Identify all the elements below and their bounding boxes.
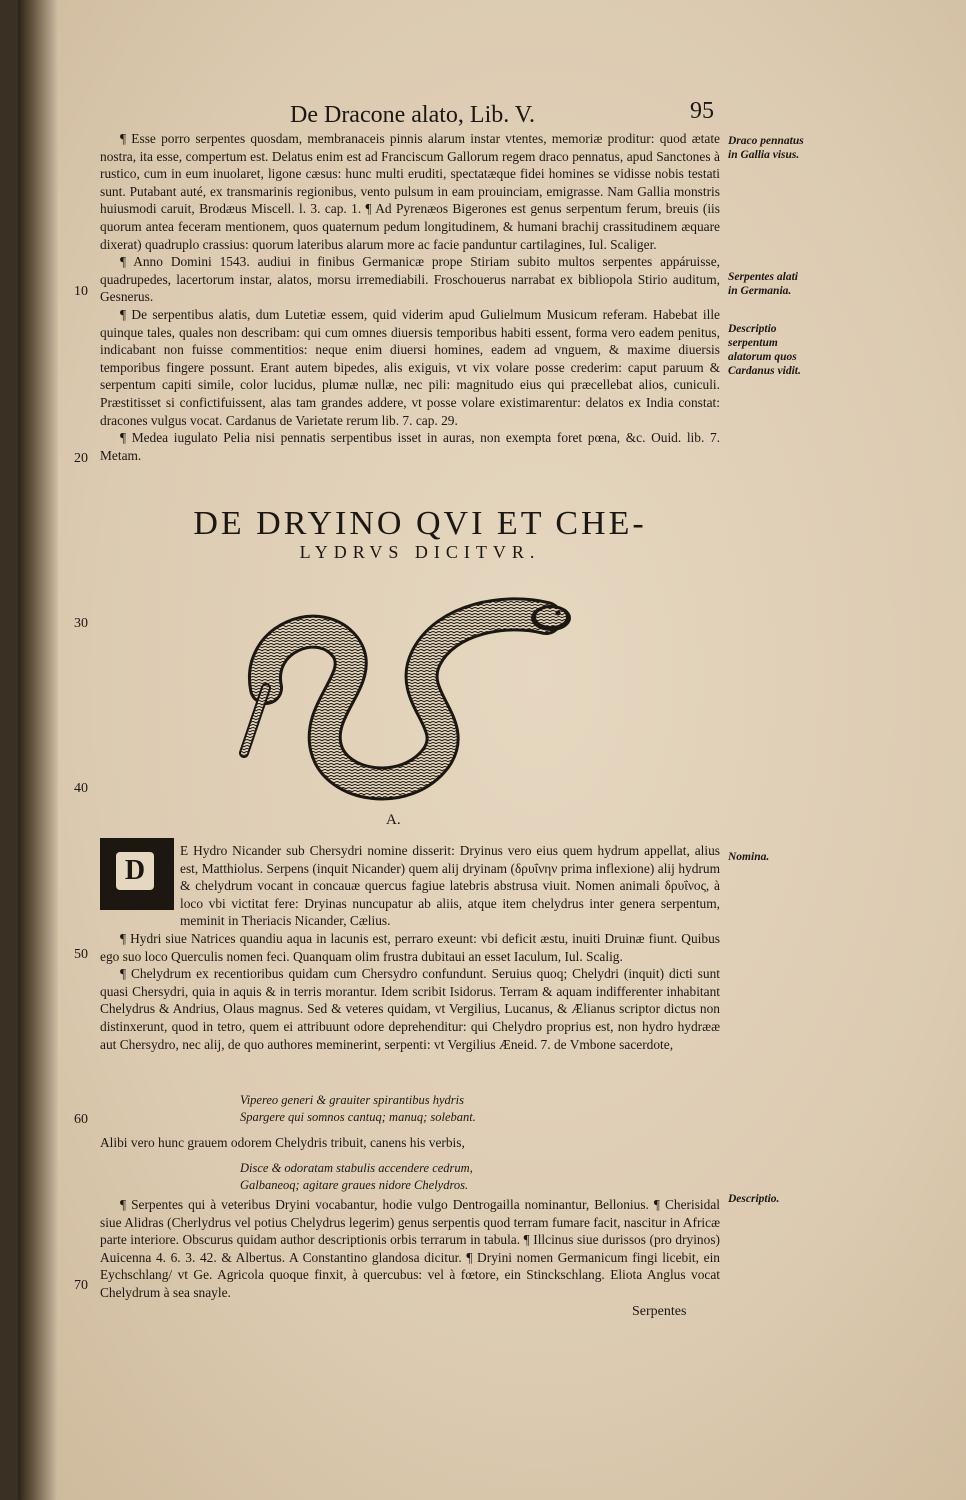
margin-note-descriptio-cardanus: Descriptio serpentum alatorum quos Cardanus vidit. — [728, 323, 801, 377]
line-number: 60 — [74, 1112, 88, 1127]
verse-line: Galbaneoq; agitare graues nidore Chelydros. — [240, 1178, 469, 1192]
paragraph-nomina-varia — [100, 1196, 720, 1302]
page-gutter — [18, 0, 58, 1500]
decorated-initial — [100, 838, 174, 910]
verse-quotation-aeneid — [240, 1092, 476, 1126]
paragraph: Alibi vero hunc grauem odorem Chelydris tribuit, canens his verbis, — [100, 1135, 465, 1150]
line-number: 50 — [74, 947, 88, 962]
verse-line: Disce & odoratam stabulis accendere cedrum, — [240, 1161, 473, 1175]
folio-number: 95 — [690, 98, 714, 124]
paragraph: ¶ Medea iugulato Pelia nisi pennatis serpentibus isset in auras, non exempta foret pœna, &c. Ouid. lib. 7. Metam. — [100, 430, 720, 463]
margin-note-germania: Serpentes alati in Germania. — [728, 271, 798, 297]
paragraph: ¶ Hydri siue Natrices quandiu aqua in lacunis est, perraro exeunt: vbi deficit æstu, inuiti Druinæ fiunt. Quibus ego suo loco Querculis nomen feci. Quanquam olim frustra dubitaui an esset Iaculum, Iul. Scalig. — [100, 931, 720, 964]
verse-line: Vipereo generi & grauiter spirantibus hydris — [240, 1093, 464, 1107]
chapter-title-line2: LYDRVS DICITVR. — [299, 542, 541, 562]
paragraph-alibi — [100, 1134, 720, 1152]
running-title: De Dracone alato, Lib. V. — [290, 102, 536, 128]
chapter-title-line1: DE DRYINO QVI ET CHE- — [193, 505, 647, 542]
dryinus-first-paragraph — [180, 842, 720, 930]
paragraph: ¶ De serpentibus alatis, dum Lutetiæ essem, quid viderim apud Gulielmum Musicum referam. Habebat ille quinque tales, quales non describam: qui cum omnes diuersis temporibus habiti essent, forma vero eadem penitus, indicabant non fuisse commentitios: neque enim diuersi homines, eadem ad vnguem, & maxime diuersis temporibus fingere possunt. Erant autem bipedes, alis exiguis, vt vix volare posse crederim: caput paruum & serpentum capiti simile, color lucidus, plumæ nullæ, nec pili: magnitudo eius qui præcellebat alios, cuniculi. Præstitisset si confictifuissent, alas tam grandes addere, vt posse volare existimarentur: delatos ex India constat: dracones vulgus vocat. Cardanus de Varietate rerum lib. 7. cap. 29. — [100, 306, 720, 428]
figure-label: A. — [386, 812, 401, 828]
paragraph: ¶ Chelydrum ex recentioribus quidam cum Chersydro confundunt. Seruius quoq; Chelydri (inquit) dicti sunt quasi Chersydri, quia in aquis & in terris morantur. Idem scribit Isidorus. Terram & aquam indifferenter inhabitant Chelydrus & Andrius, Olaus magnus. Sed & veteres quidam, vt Vergilius, Lucanus, & Ælianus scriptor dictus non distinxerunt, quod in tetro, quem ei attribuunt odore deprehenditur: qui Chelydro proprius est, non hydro hydrææ aut Chersydro, nec alij, de quo authores meminerint, serpenti: vt Vergilius Æneid. 7. de Vmbone sacerdote, — [100, 966, 720, 1052]
margin-note-descriptio: Descriptio. — [728, 1193, 780, 1205]
paragraph: ¶ Esse porro serpentes quosdam, membranaceis pinnis alarum instar vtentes, memoriæ proditur: quod ætate nostra, ita esse, compertum est. Delatus enim est ad Franciscum Gallorum regem draco pennatus, apud Sanctones à rustico, cum in eum inuolaret, ligone cæsus: hunc multi eruditi, spectatæque fidei homines se vidisse nobis testati sunt. Putabant auté, ex transmarinis regionibus, vento pulsum in eam prouinciam, emigrasse. Nam Gallia monstris huiusmodi caruit, Brodæus Miscell. l. 3. cap. 1. ¶ Ad Pyrenæos Bigerones est genus serpentum ferum, breuis (iis quorum antea feceram mentionem, quos quaternum pedum longitudinem, & humani brachij crassitudinem æquare dixerat) quadruplo crassius: quorum lateribus alarum more ac facie panduntur cartilagines, Iul. Scaliger. — [100, 131, 720, 252]
line-number: 20 — [74, 451, 88, 466]
catchword: Serpentes — [632, 1304, 687, 1319]
margin-note-nomina: Nomina. — [728, 851, 770, 863]
line-number: 10 — [74, 284, 88, 299]
line-number: 40 — [74, 781, 88, 796]
paragraph: E Hydro Nicander sub Chersydri nomine disserit: Dryinus vero eius quem hydrum appellat, alius est, Matthiolus. Serpens (inquit Nicander) quem alij dryinam (δρυΐνην prima inflexione) alij hydrum & chelydrum vocant in concauæ quercus fagiue latebris abstrusa viuit. Nomen animali δρυΐνος, à loco vbi victitat fere: Dryinas nuncupatur ab aliis, atque item chelydrus inter genera serpentum, meminit in Theriacis Nicander, Cælius. — [180, 843, 720, 929]
line-number: 30 — [74, 616, 88, 631]
line-number: 70 — [74, 1278, 88, 1293]
verse-quotation-georgics — [240, 1160, 473, 1194]
margin-note-draco: Draco pennatus in Gallia visus. — [728, 135, 804, 161]
initial-letter: D — [116, 852, 154, 890]
snake-woodcut-illustration — [226, 588, 576, 808]
section-winged-serpents — [100, 130, 720, 464]
paragraph: ¶ Serpentes qui à veteribus Dryini vocabantur, hodie vulgo Dentrogailla nominantur, Bellonius. ¶ Cherisidal siue Alidras (Cherlydrus vel potius Chelydrus legerim) genus serpentis quod terram fumare facit, nascitur in Africæ parte interiore. Obscurus quidam author descriptionis orbis terrarum in tabula. ¶ Illcinus siue durissos (pro dryinos) Auicenna 4. 6. 3. 42. & Albertus. A Constantino glandosa dicitur. ¶ Dryini nomen Germanicum fingi licebit, ein Eychschlang/ vt Ge. Agricola quoque finxit, à quercubus: vel à fœtore, ein Stinckschlang. Eliota Anglus vocat Chelydrum à sea snayle. — [100, 1197, 720, 1300]
verse-line: Spargere qui somnos cantuq; manuq; solebant. — [240, 1110, 476, 1124]
section-dryinus-body — [100, 930, 720, 1053]
paragraph: ¶ Anno Domini 1543. audiui in finibus Germanicæ prope Stiriam subito multos serpentes appáruisse, quadrupedes, lacertorum instar, alatos, morsu irremediabili. Froschouerus narrabat ex bibliopola Stirio auditum, Gesnerus. — [100, 254, 720, 305]
